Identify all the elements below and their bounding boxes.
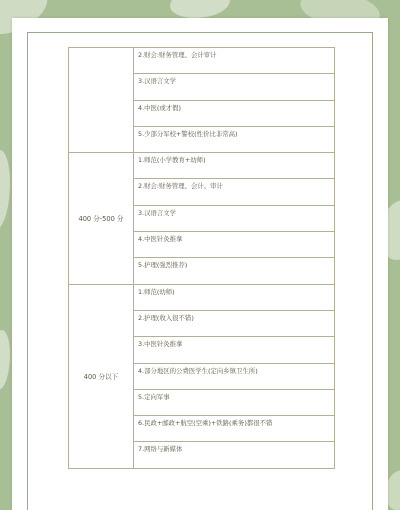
leaf-decoration [0,150,10,230]
major-recommendation-table [68,47,335,469]
major-item: 3.汉语言文学 [138,77,177,86]
major-item-cell [134,232,335,258]
score-range-label: 400 分以下 [83,373,119,382]
score-range-cell [69,48,134,153]
major-item-cell [134,74,335,100]
major-item: 3.中医针灸推拿 [138,340,183,349]
leaf-decoration [0,330,10,390]
major-item-cell [134,153,335,179]
major-item-cell [134,442,335,468]
major-item-cell [134,100,335,126]
leaf-decoration [170,0,230,18]
major-item: 5.护理(强烈推荐) [138,261,188,270]
score-range-cell [69,153,134,284]
major-item: 2.财会:财务管理、会计审计 [138,51,217,59]
major-item-cell [134,205,335,231]
score-range-cell [69,284,134,468]
major-item: 3.汉语言文学 [138,208,177,217]
score-range-label: 400 分-500 分 [78,215,124,224]
major-item: 6.民政+邮政+航空(空乘)+铁路(乘务)都很不错 [138,419,273,428]
major-item: 7.网络与新媒体 [138,445,183,454]
major-item: 5.少部分军校+警校(性价比非常高) [138,129,238,138]
major-item-cell [134,48,335,74]
major-item: 1.师范(小学教育+幼师) [138,156,206,165]
major-item: 4.中医针灸推拿 [138,235,183,244]
major-item-cell [134,284,335,310]
major-item: 4.中医(或才假) [138,103,182,112]
table-row [69,284,335,310]
major-item: 2.财会:财务管理、会计、审计 [138,182,223,191]
major-item: 4.部分地区的公费医学生(定向乡镇卫生所) [138,366,258,375]
major-item-cell [134,179,335,205]
major-item-cell [134,389,335,415]
major-item-cell [134,337,335,363]
table-row [69,48,335,74]
major-item-cell [134,310,335,336]
major-item-cell [134,416,335,442]
major-item-cell [134,258,335,284]
major-item: 5.定向军事 [138,392,170,401]
major-item: 1.师范(幼师) [138,287,175,296]
major-item-cell [134,126,335,152]
major-item-cell [134,363,335,389]
table-row [69,153,335,179]
major-item: 2.护理(收入很不错) [138,313,194,322]
